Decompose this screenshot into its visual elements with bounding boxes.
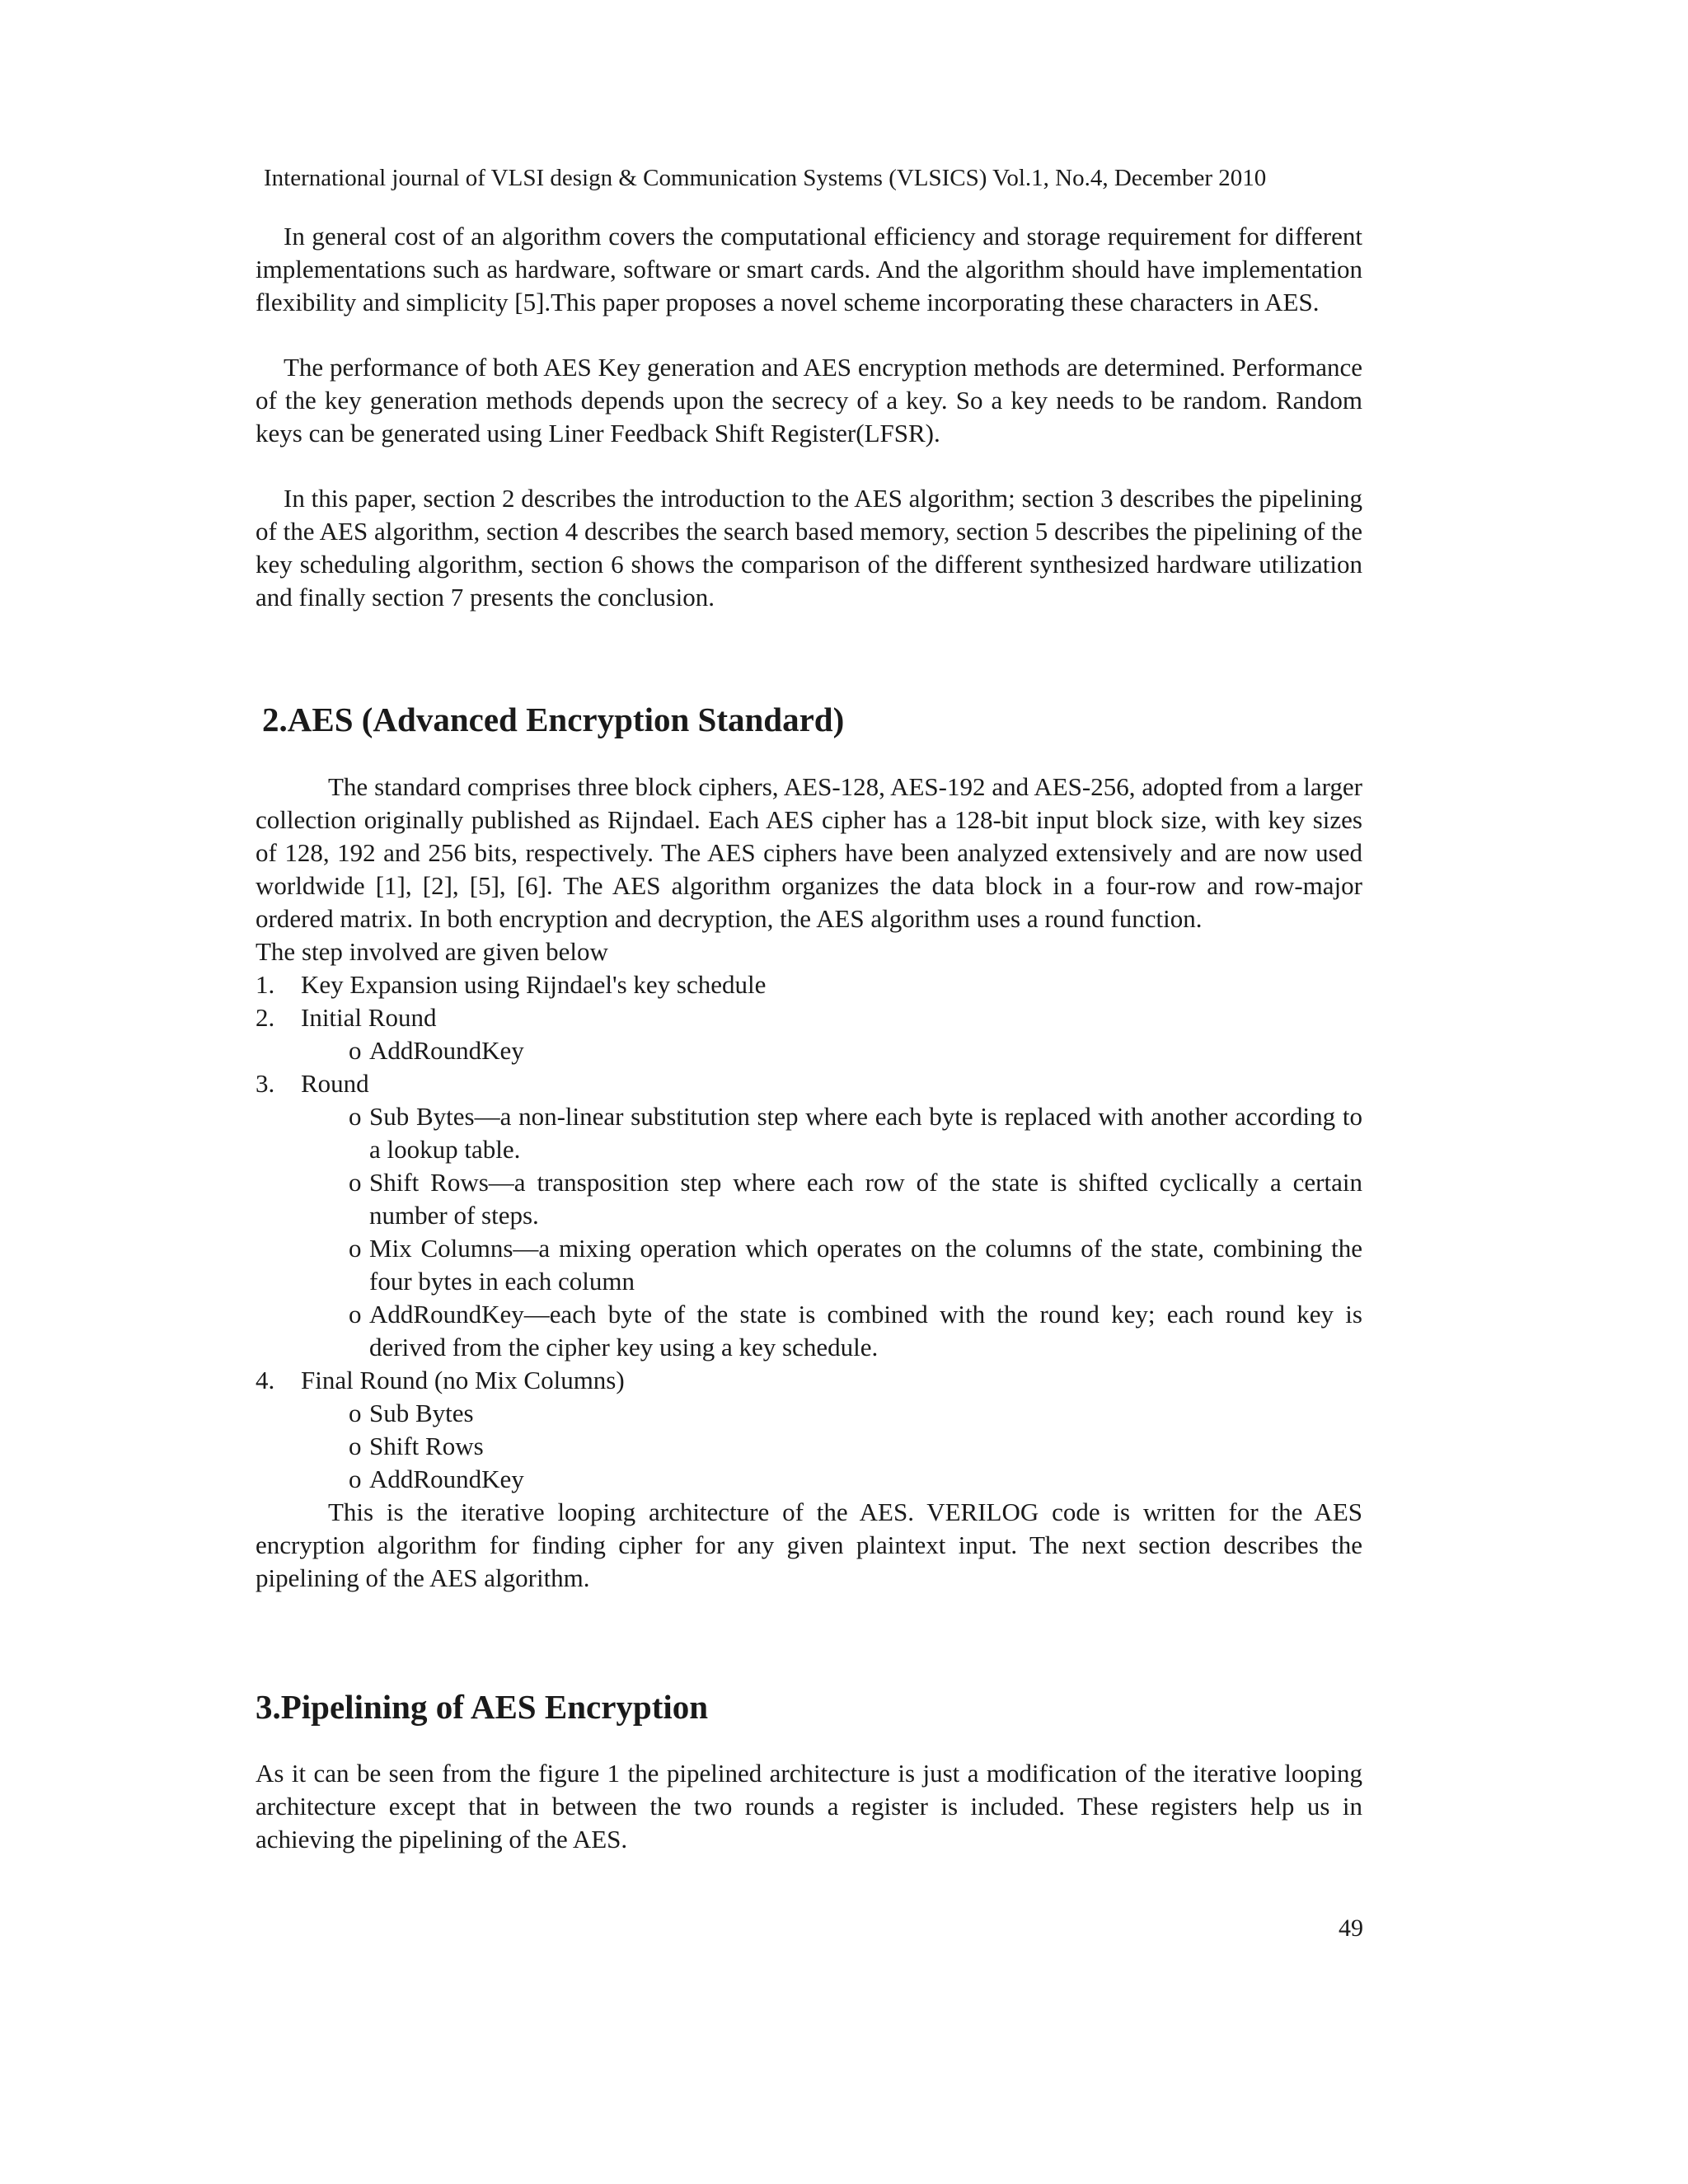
step-sub-text: Sub Bytes xyxy=(369,1399,474,1427)
section-3-body xyxy=(256,1757,1362,1856)
intro-paragraph-1: In general cost of an algorithm covers the computational efficiency and storage requirement for different implementations such as hardware, software or smart cards. And the algorithm should have implementation flexibility and simplicity [5].This paper proposes a novel scheme incorporating these characters in AES. xyxy=(256,222,1362,316)
step-label: Key Expansion using Rijndael's key schedule xyxy=(301,970,767,999)
step-sub-text: Shift Rows—a transposition step where each row of the state is shifted cyclically a certain number of steps. xyxy=(369,1168,1362,1230)
circle-bullet: o xyxy=(349,1465,362,1493)
step-sub-item xyxy=(256,1463,1362,1496)
circle-bullet: o xyxy=(349,1432,362,1460)
circle-bullet: o xyxy=(349,1399,362,1427)
section-2-heading: 2.AES (Advanced Encryption Standard) xyxy=(262,701,845,738)
steps-intro: The step involved are given below xyxy=(256,937,608,966)
step-number: 1. xyxy=(256,970,275,999)
step-sub-item xyxy=(256,1298,1362,1364)
step-sub-item xyxy=(256,1232,1362,1298)
step-sub-text: Sub Bytes—a non-linear substitution step where each byte is replaced with another according to a lookup table. xyxy=(369,1102,1362,1164)
step-number: 2. xyxy=(256,1003,275,1032)
step-label: Initial Round xyxy=(301,1003,437,1032)
step-sub-item xyxy=(256,1166,1362,1232)
running-header: International journal of VLSI design & Communication Systems (VLSICS) Vol.1, No.4, December 2010 xyxy=(264,165,1267,191)
circle-bullet: o xyxy=(349,1168,362,1197)
step-sub-item xyxy=(256,1100,1362,1166)
step-sub-text: AddRoundKey—each byte of the state is combined with the round key; each round key is derived from the cipher key using a key schedule. xyxy=(369,1300,1362,1361)
step-item-3 xyxy=(256,1067,1362,1100)
step-sub-item xyxy=(256,1034,1362,1067)
step-item-4 xyxy=(256,1364,1362,1397)
step-sub-item xyxy=(256,1430,1362,1463)
intro-paragraph-2: The performance of both AES Key generation and AES encryption methods are determined. Performance of the key generation methods depends upon the secrecy of a key. So a key needs to be random. Random keys can be generated using Liner Feedback Shift Register(LFSR). xyxy=(256,353,1362,448)
intro-section xyxy=(256,220,1362,614)
step-label: Final Round (no Mix Columns) xyxy=(301,1366,625,1394)
step-number: 4. xyxy=(256,1366,275,1394)
intro-paragraph-3: In this paper, section 2 describes the introduction to the AES algorithm; section 3 describes the pipelining of the AES algorithm, section 4 describes the search based memory, section 5 describes the pipelining of the key scheduling algorithm, section 6 shows the comparison of the different synthesized hardware utilization and finally section 7 presents the conclusion. xyxy=(256,484,1362,612)
page-number: 49 xyxy=(1339,1915,1363,1942)
section-2-paragraph-1: The standard comprises three block ciphers, AES-128, AES-192 and AES-256, adopted from a larger collection originally published as Rijndael. Each AES cipher has a 128-bit input block size, with key sizes of 128, 192 and 256 bits, respectively. The AES ciphers have been analyzed extensively and are now used worldwide [1], [2], [5], [6]. The AES algorithm organizes the data block in a four-row and row-major ordered matrix. In both encryption and decryption, the AES algorithm uses a round function. xyxy=(256,772,1362,933)
step-label: Round xyxy=(301,1069,369,1098)
step-sub-text: AddRoundKey xyxy=(369,1465,524,1493)
circle-bullet: o xyxy=(349,1036,362,1065)
step-sub-text: AddRoundKey xyxy=(369,1036,524,1065)
circle-bullet: o xyxy=(349,1300,362,1329)
step-sub-text: Mix Columns—a mixing operation which operates on the columns of the state, combining the four bytes in each column xyxy=(369,1234,1362,1296)
step-item-2 xyxy=(256,1001,1362,1034)
circle-bullet: o xyxy=(349,1102,362,1131)
section-3-paragraph-1: As it can be seen from the figure 1 the pipelined architecture is just a modification of the iterative looping architecture except that in between the two rounds a register is included. These registers help us in achieving the pipelining of the AES. xyxy=(256,1759,1362,1854)
section-2-body xyxy=(256,771,1362,1595)
step-item-1 xyxy=(256,968,1362,1001)
section-2-paragraph-2: This is the iterative looping architecture of the AES. VERILOG code is written for the AES encryption algorithm for finding cipher for any given plaintext input. The next section describes the pipelining of the AES algorithm. xyxy=(256,1497,1362,1592)
step-number: 3. xyxy=(256,1069,275,1098)
step-sub-item xyxy=(256,1397,1362,1430)
section-3-heading: 3.Pipelining of AES Encryption xyxy=(256,1688,709,1726)
circle-bullet: o xyxy=(349,1234,362,1263)
steps-list xyxy=(256,968,1362,1496)
step-sub-text: Shift Rows xyxy=(369,1432,484,1460)
